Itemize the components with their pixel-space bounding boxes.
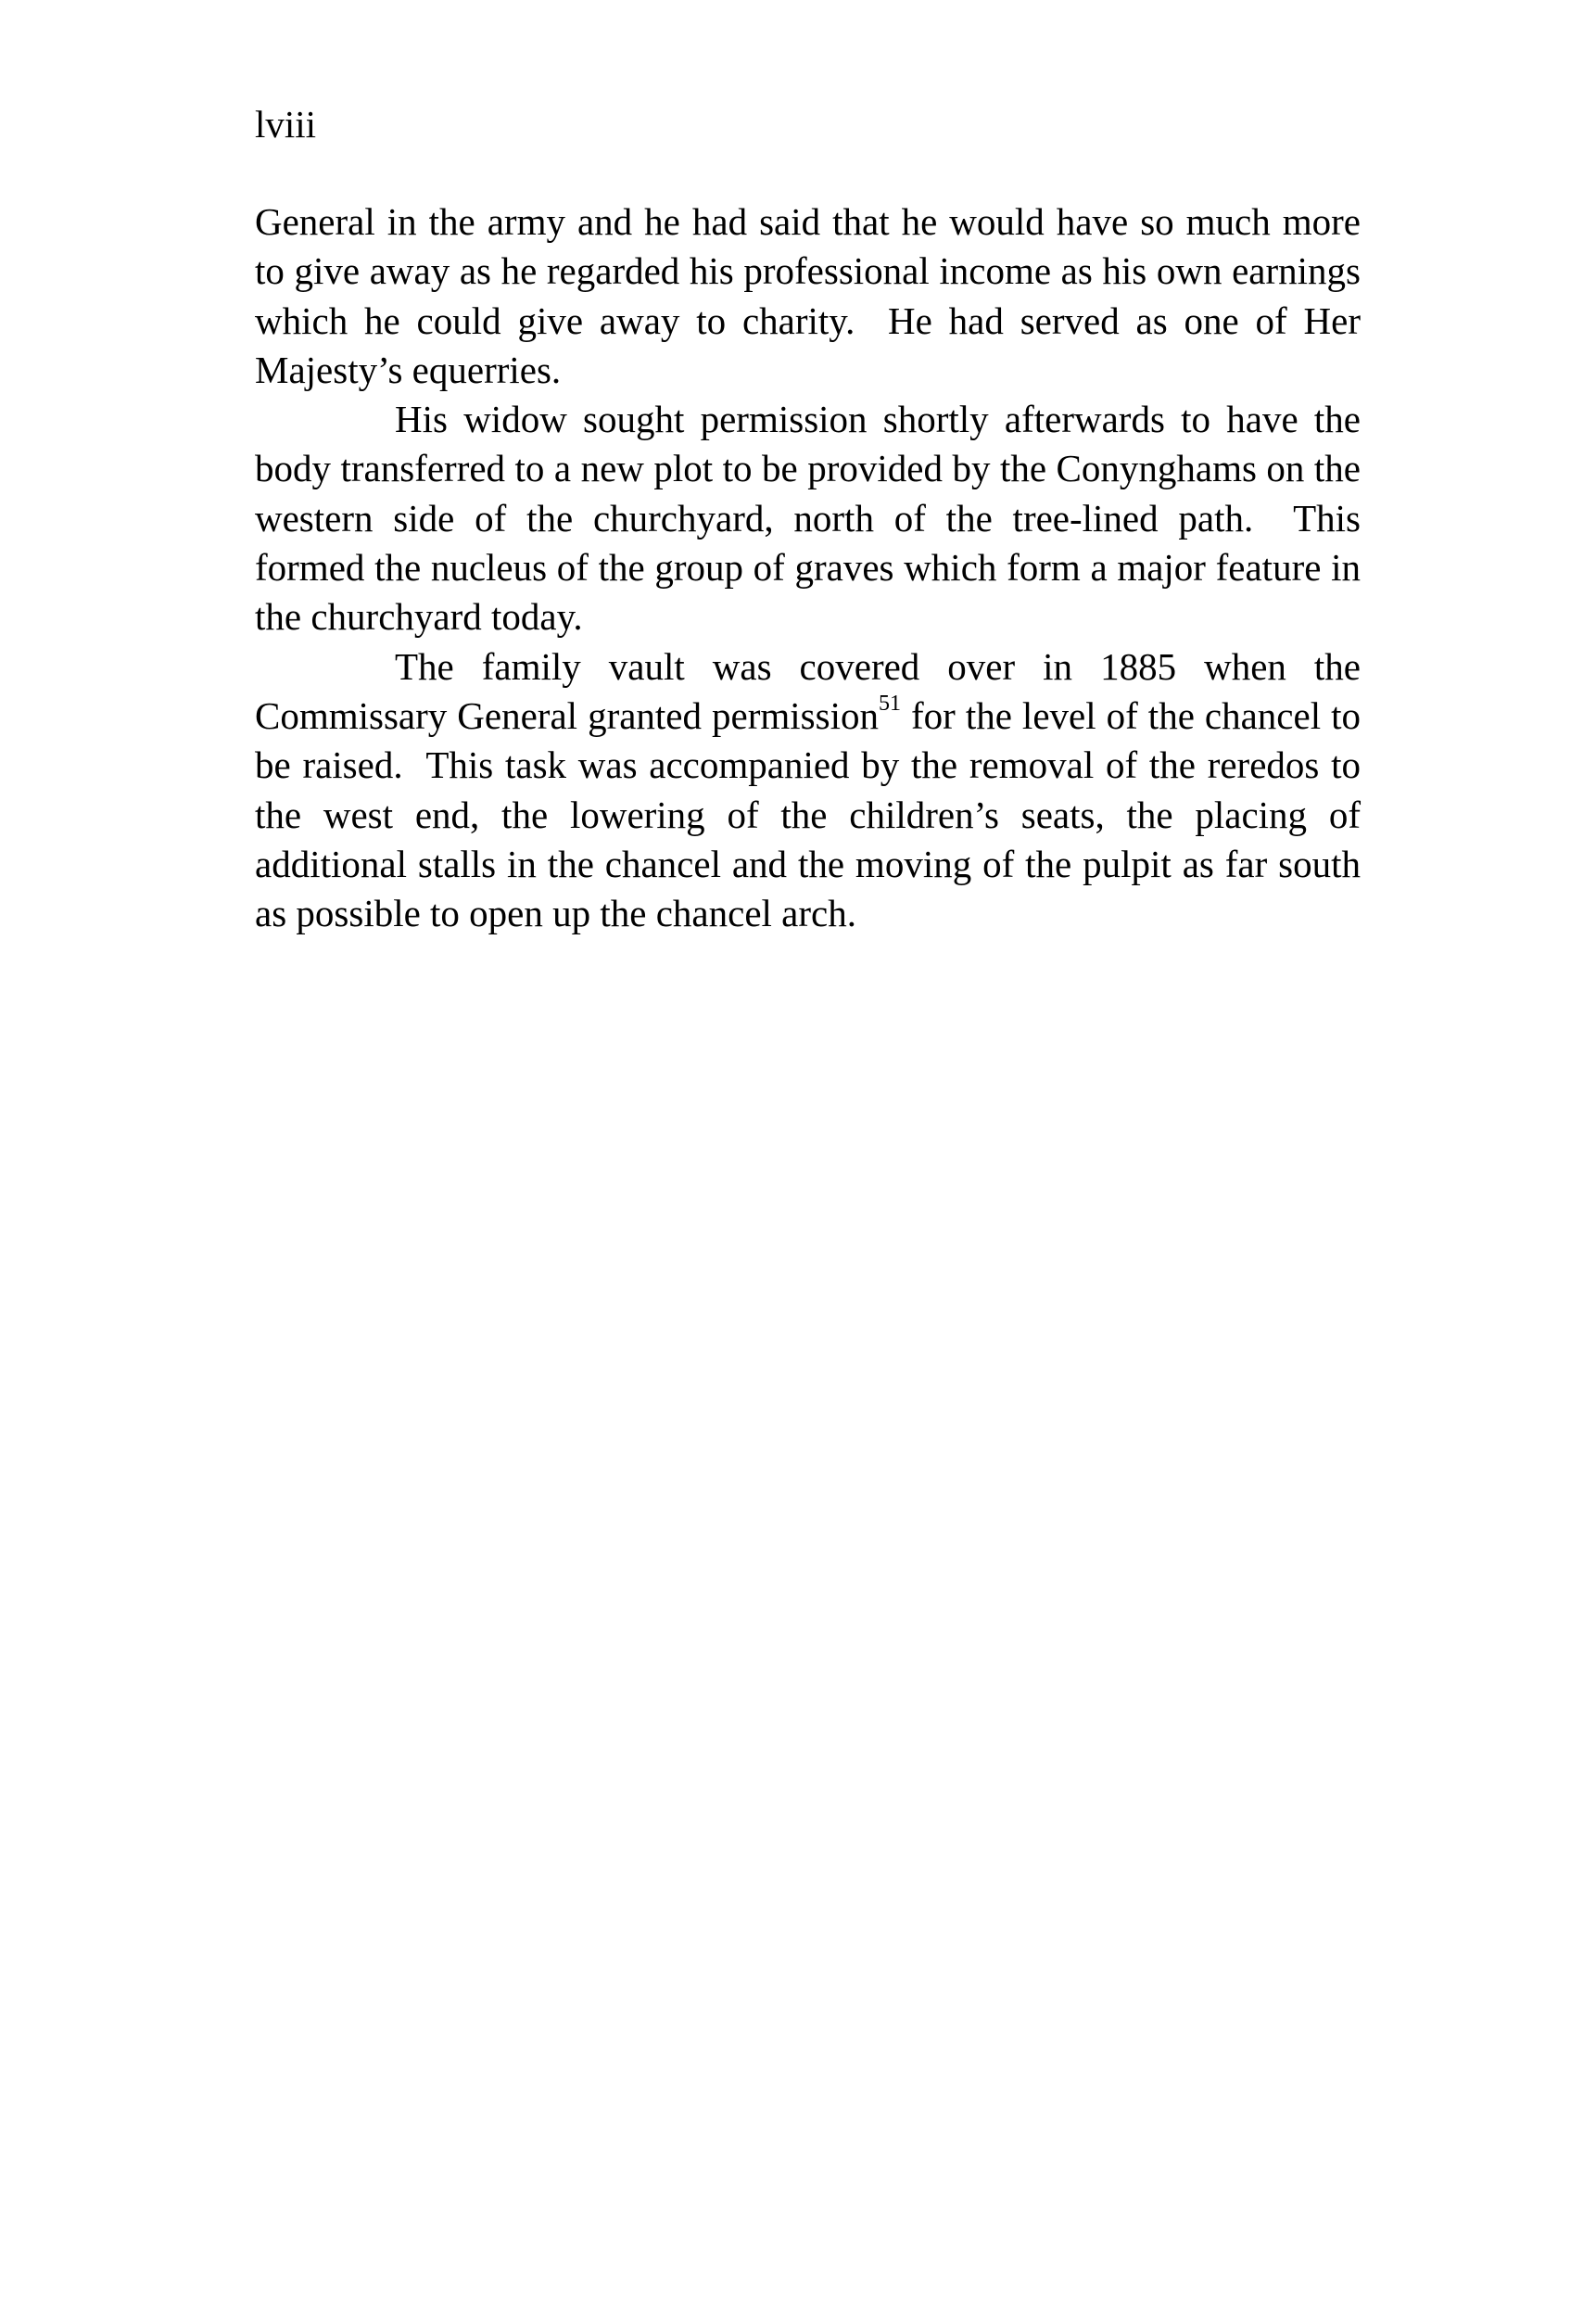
- paragraph-3-text-after: for the level of the chancel to be raised. This task was accompanied by the removal of the reredos to the west end, the lowering of the children’s seats, the placing of additional stalls in the chancel and the moving of the pulpit as far south as possible to open up the chancel arch.: [255, 693, 1361, 935]
- paragraph-3: [255, 642, 1361, 939]
- paragraph-1: General in the army and he had said that he would have so much more to give away as he regarded his professional income as his own earnings which he could give away to charity. He had served as one of Her Majesty’s equerries.: [255, 200, 1361, 391]
- paragraph-3-text-before: The family vault was covered over in 1885 when the Commissary General granted permission: [255, 644, 1361, 737]
- paragraph-2: His widow sought permission shortly afterwards to have the body transferred to a new plot to be provided by the Conynghams on the western side of the churchyard, north of the tree-lined path. This formed the nucleus of the group of graves which form a major feature in the churchyard today.: [255, 398, 1361, 639]
- footnote-reference[interactable]: 51: [878, 691, 901, 716]
- body-text: [255, 197, 1361, 938]
- page-number: lviii: [255, 103, 317, 146]
